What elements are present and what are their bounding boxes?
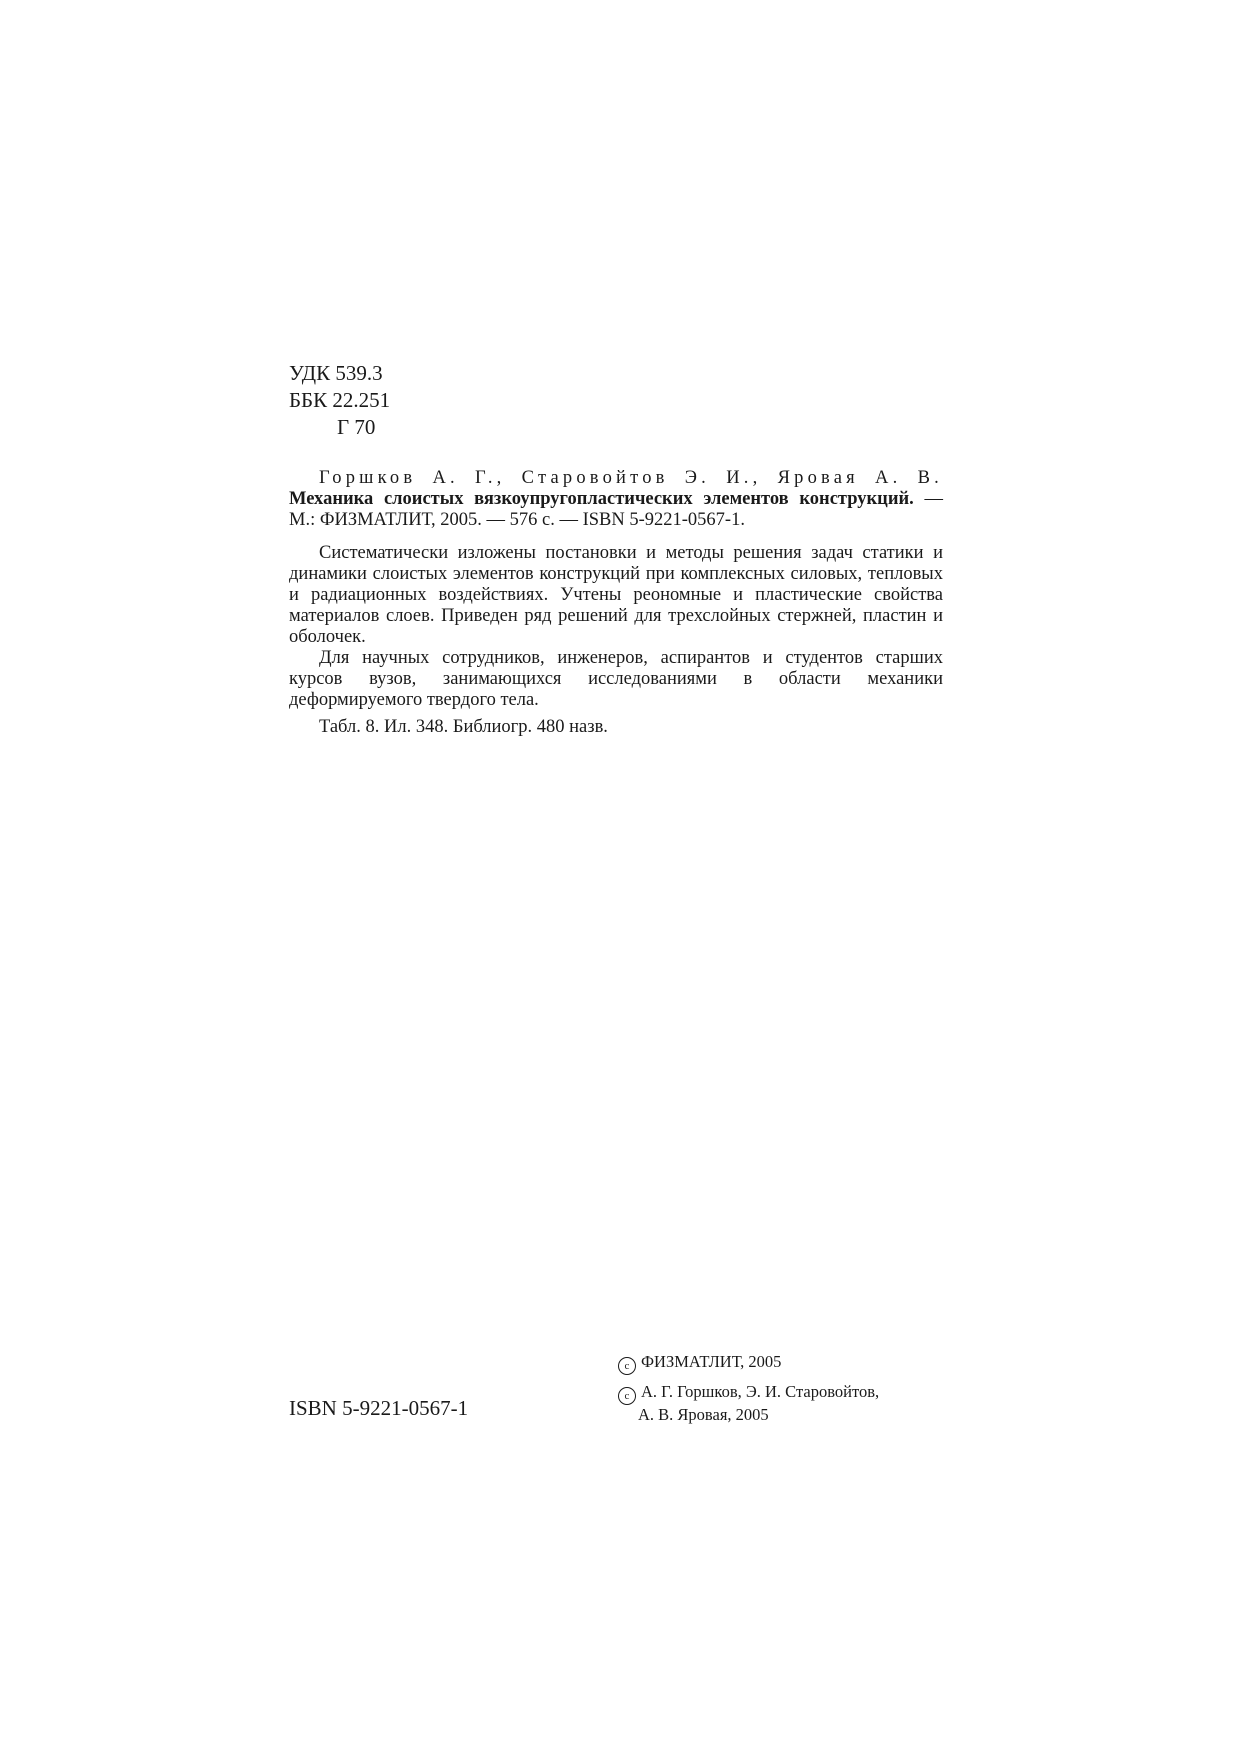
copyright-block — [618, 1352, 879, 1432]
bbk-code: ББК 22.251 — [289, 388, 391, 412]
book-stats: Табл. 8. Ил. 348. Библиогр. 480 назв. — [319, 717, 608, 737]
audience-paragraph: Для научных сотрудников, инженеров, аспирантов и студентов старших курсов вузов, занимающихся исследованиями в области механики деформируемого твердого тела. — [289, 648, 943, 710]
bibliographic-description — [289, 468, 943, 738]
citation-publication: — М.: ФИЗМАТЛИТ, 2005. — 576 с. — ISBN 5-9221-0567-1. — [289, 489, 944, 530]
isbn-number: ISBN 5-9221-0567-1 — [289, 1396, 469, 1420]
copyright-icon: c — [618, 1387, 636, 1405]
citation-authors: Горшков А. Г., Старовойтов Э. И., Яровая А. В. — [319, 468, 943, 488]
udk-code: УДК 539.3 — [289, 361, 383, 385]
copyright-authors — [618, 1382, 879, 1425]
copyright-publisher-text: ФИЗМАТЛИТ, 2005 — [641, 1352, 782, 1371]
citation — [289, 468, 943, 531]
copyright-publisher — [618, 1352, 879, 1375]
citation-title: Механика слоистых вязкоупругопластических элементов конструкций. — [289, 489, 914, 509]
annotation-paragraph: Систематически изложены постановки и методы решения задач статики и динамики слоистых элементов конструкций при комплексных силовых, тепловых и радиационных воздействиях. Учтены реономные и пластические свойства материалов слоев. Приведен ряд решений для трехслойных стержней, пластин и оболочек. — [289, 543, 943, 647]
copyright-authors-line2: А. В. Яровая, 2005 — [638, 1405, 769, 1424]
classification-codes — [289, 360, 390, 441]
copyright-authors-line1: А. Г. Горшков, Э. И. Старовойтов, — [641, 1382, 880, 1401]
author-mark: Г 70 — [337, 415, 376, 439]
copyright-icon: c — [618, 1357, 636, 1375]
